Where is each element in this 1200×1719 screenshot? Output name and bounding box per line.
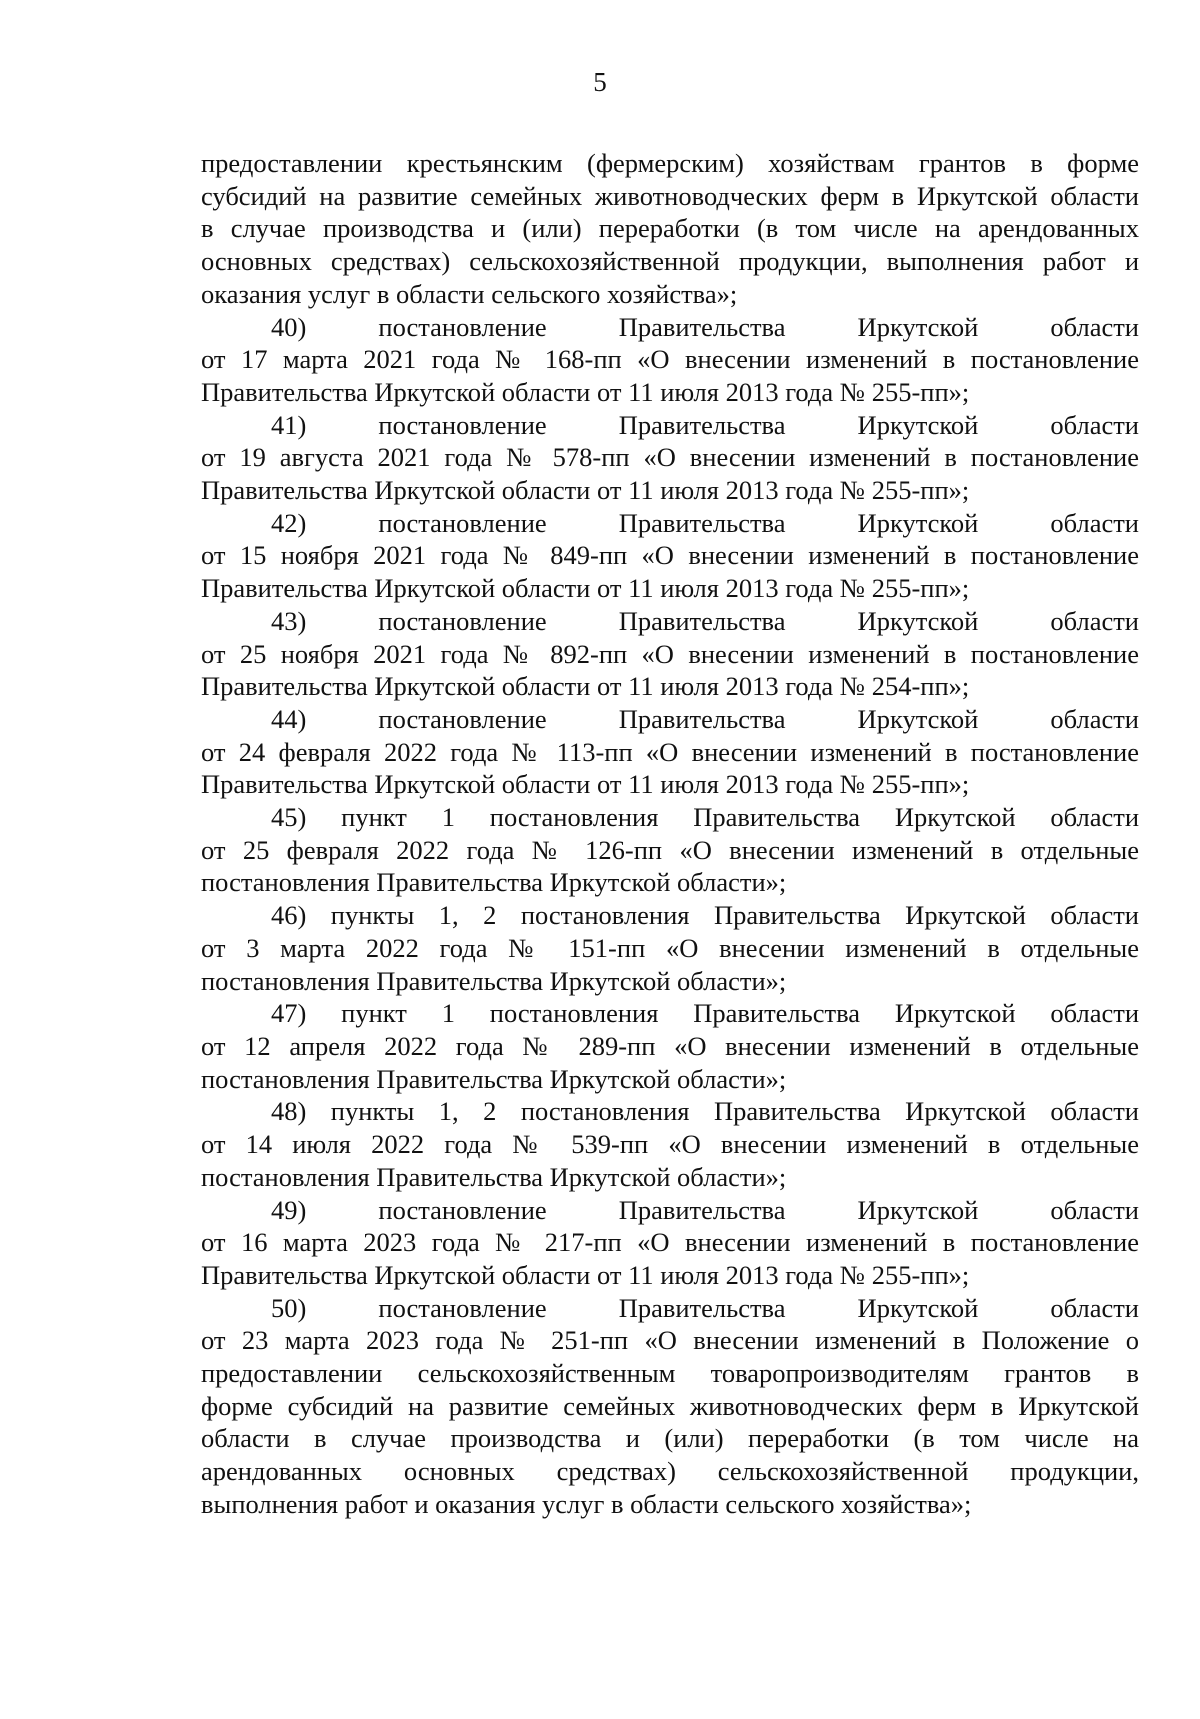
text-line: от 17 марта 2021 года № 168-пп «О внесении изменений в постановление <box>201 344 1139 375</box>
list-item <box>201 703 1139 801</box>
text-line: от 3 марта 2022 года № 151-пп «О внесении изменений в отдельные <box>201 932 1139 963</box>
text-line: от 24 февраля 2022 года № 113-пп «О внесении изменений в постановление <box>201 736 1139 767</box>
text-line: постановления Правительства Иркутской области»; <box>201 965 787 996</box>
text-line: 47) пункт 1 постановления Правительства Иркутской области <box>271 998 1139 1029</box>
text-line: Правительства Иркутской области от 11 июля 2013 года № 255-пп»; <box>201 376 970 407</box>
text-line: 43) постановление Правительства Иркутской области <box>271 605 1139 636</box>
text-line: 46) пункты 1, 2 постановления Правительства Иркутской области <box>271 900 1139 931</box>
text-line: выполнения работ и оказания услуг в области сельского хозяйства»; <box>201 1488 972 1519</box>
text-line: от 25 ноября 2021 года № 892-пп «О внесении изменений в постановление <box>201 638 1139 669</box>
text-line: Правительства Иркутской области от 11 июля 2013 года № 255-пп»; <box>201 769 970 800</box>
text-line: 42) постановление Правительства Иркутской области <box>271 507 1139 538</box>
text-line: Правительства Иркутской области от 11 июля 2013 года № 255-пп»; <box>201 573 970 604</box>
text-line: 41) постановление Правительства Иркутской области <box>271 409 1139 440</box>
text-line: Правительства Иркутской области от 11 июля 2013 года № 255-пп»; <box>201 1259 970 1290</box>
text-line: области в случае производства и (или) переработки (в том числе на <box>201 1423 1139 1454</box>
text-line: 48) пункты 1, 2 постановления Правительства Иркутской области <box>271 1096 1139 1127</box>
text-line: предоставлении крестьянским (фермерским) хозяйствам грантов в форме <box>201 148 1139 178</box>
text-line: основных средствах) сельскохозяйственной продукции, выполнения работ и <box>201 246 1139 277</box>
list-item <box>201 801 1139 899</box>
text-line: от 19 августа 2021 года № 578-пп «О внесении изменений в постановление <box>201 442 1139 473</box>
text-line: от 12 апреля 2022 года № 289-пп «О внесении изменений в отдельные <box>201 1030 1139 1061</box>
text-line: 49) постановление Правительства Иркутской области <box>271 1194 1139 1225</box>
list-item <box>201 1194 1139 1292</box>
text-line: 44) постановление Правительства Иркутской области <box>271 703 1139 734</box>
text-line: Правительства Иркутской области от 11 июля 2013 года № 254-пп»; <box>201 671 970 702</box>
text-line: от 23 марта 2023 года № 251-пп «О внесении изменений в Положение о <box>201 1325 1139 1356</box>
text-line: постановления Правительства Иркутской области»; <box>201 867 787 898</box>
text-line: субсидий на развитие семейных животноводческих ферм в Иркутской области <box>201 180 1139 211</box>
text-line: предоставлении сельскохозяйственным товаропроизводителям грантов в <box>201 1358 1139 1389</box>
continued-paragraph <box>201 147 1139 311</box>
list-item <box>201 605 1139 703</box>
list-item <box>201 1095 1139 1193</box>
text-line: от 16 марта 2023 года № 217-пп «О внесении изменений в постановление <box>201 1227 1139 1258</box>
text-line: постановления Правительства Иркутской области»; <box>201 1063 787 1094</box>
text-line: постановления Правительства Иркутской области»; <box>201 1161 787 1192</box>
text-line: 45) пункт 1 постановления Правительства Иркутской области <box>271 802 1139 833</box>
text-line: 40) постановление Правительства Иркутской области <box>271 311 1139 342</box>
document-body <box>201 147 1139 1521</box>
text-line: от 14 июля 2022 года № 539-пп «О внесении изменений в отдельные <box>201 1129 1139 1160</box>
text-line: Правительства Иркутской области от 11 июля 2013 года № 255-пп»; <box>201 475 970 506</box>
list-item <box>201 507 1139 605</box>
text-line: оказания услуг в области сельского хозяйства»; <box>201 278 738 309</box>
list-item <box>201 1292 1139 1521</box>
list-item <box>201 899 1139 997</box>
text-line: от 15 ноября 2021 года № 849-пп «О внесении изменений в постановление <box>201 540 1139 571</box>
text-line: 50) постановление Правительства Иркутской области <box>271 1292 1139 1323</box>
list-item <box>201 409 1139 507</box>
list-item <box>201 311 1139 409</box>
text-line: форме субсидий на развитие семейных животноводческих ферм в Иркутской <box>201 1390 1139 1421</box>
text-line: в случае производства и (или) переработки (в том числе на арендованных <box>201 213 1139 244</box>
text-line: от 25 февраля 2022 года № 126-пп «О внесении изменений в отдельные <box>201 834 1139 865</box>
list-item <box>201 997 1139 1095</box>
page-number: 5 <box>593 67 607 97</box>
text-line: арендованных основных средствах) сельскохозяйственной продукции, <box>201 1456 1139 1487</box>
